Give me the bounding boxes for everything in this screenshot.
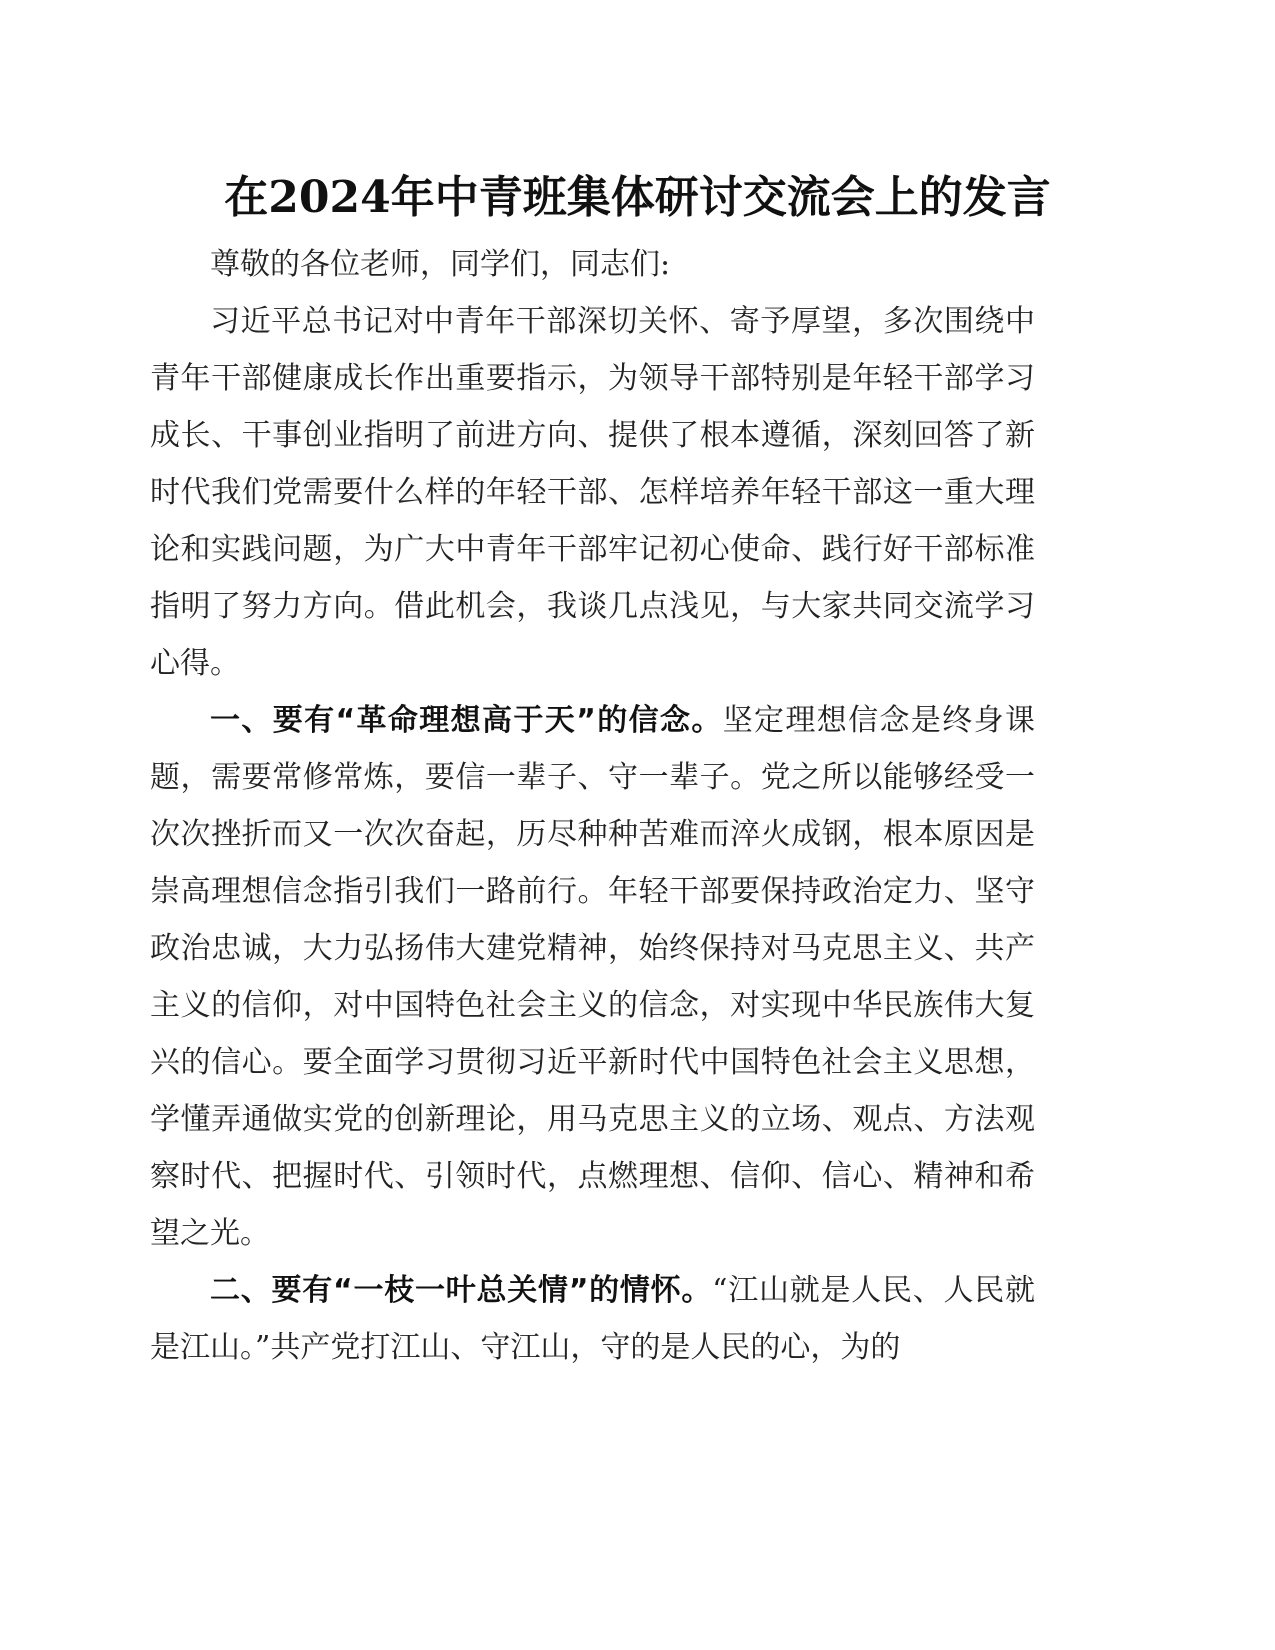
- document-body: [150, 236, 1035, 1376]
- section-heading-1: 一、要有“革命理想高于天”的信念。: [210, 703, 723, 738]
- intro-paragraph: 习近平总书记对中青年干部深切关怀、寄予厚望，多次围绕中青年干部健康成长作出重要指示，为领导干部特别是年轻干部学习成长、干事创业指明了前进方向、提供了根本遵循，深刻回答了新时代我们党需要什么样的年轻干部、怎样培养年轻干部这一重大理论和实践问题，为广大中青年干部牢记初心使命、践行好干部标准指明了努力方向。借此机会，我谈几点浅见，与大家共同交流学习心得。: [150, 304, 1035, 681]
- section-paragraph-1: [150, 692, 1035, 1262]
- salutation: 尊敬的各位老师，同学们，同志们:: [210, 247, 671, 282]
- section-heading-2: 二、要有“一枝一叶总关情”的情怀。: [210, 1273, 713, 1308]
- section-paragraph-2: [150, 1262, 1035, 1376]
- section-text-1: 坚定理想信念是终身课题，需要常修常炼，要信一辈子、守一辈子。党之所以能够经受一次次挫折而又一次次奋起，历尽种种苦难而淬火成钢，根本原因是崇高理想信念指引我们一路前行。年轻干部要保持政治定力、坚守政治忠诚，大力弘扬伟大建党精神，始终保持对马克思主义、共产主义的信仰，对中国特色社会主义的信念，对实现中华民族伟大复兴的信心。要全面学习贯彻习近平新时代中国特色社会主义思想，学懂弄通做实党的创新理论，用马克思主义的立场、观点、方法观察时代、把握时代、引领时代，点燃理想、信仰、信心、精神和希望之光。: [150, 703, 1035, 1251]
- section-text-2: “江山就是人民、人民就是江山。”共产党打江山、守江山，守的是人民的心，为的: [150, 1273, 1035, 1365]
- document-title: 在2024年中青班集体研讨交流会上的发言: [224, 172, 1051, 223]
